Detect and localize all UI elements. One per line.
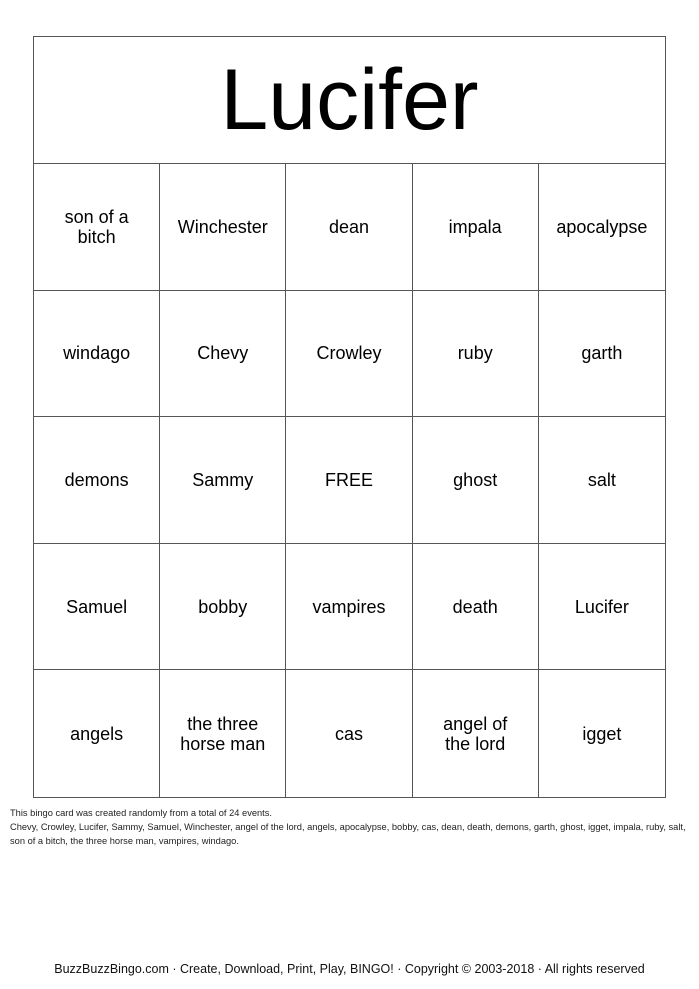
bingo-cell: Winchester bbox=[160, 164, 286, 291]
bingo-cell: dean bbox=[286, 164, 412, 291]
bingo-cell: the three horse man bbox=[160, 670, 286, 797]
bingo-cell: igget bbox=[582, 723, 622, 744]
bingo-cell: impala bbox=[413, 164, 539, 291]
bingo-cell: vampires bbox=[286, 544, 412, 671]
bingo-cell: salt bbox=[539, 417, 665, 544]
bingo-cell: demons bbox=[34, 417, 160, 544]
info-event-list: Chevy, Crowley, Lucifer, Sammy, Samuel, Winchester, angel of the lord, angels, apocalypse, bobby, cas, dean, death, demons, garth, ghost, igget, impala, ruby, salt, son of a bitch, the three horse man, vampires, windago. bbox=[10, 822, 686, 846]
bingo-cell: Crowley bbox=[286, 291, 412, 418]
bingo-cell: Samuel bbox=[34, 544, 160, 671]
bingo-cell: garth bbox=[539, 291, 665, 418]
info-summary: This bingo card was created randomly from a total of 24 events. bbox=[10, 808, 272, 818]
bingo-cell: angels bbox=[34, 670, 160, 797]
bingo-cell: death bbox=[413, 544, 539, 671]
bingo-cell: Sammy bbox=[160, 417, 286, 544]
footer: BuzzBuzzBingo.com · Create, Download, Print, Play, BINGO! · Copyright © 2003-2018 · All rights reserved bbox=[54, 962, 645, 976]
bingo-cell: cas bbox=[286, 670, 412, 797]
bingo-cell: bobby bbox=[160, 544, 286, 671]
bingo-cell: Lucifer bbox=[539, 544, 665, 671]
bingo-cell: angel of the lord bbox=[413, 670, 539, 797]
bingo-cell: apocalypse bbox=[539, 164, 665, 291]
bingo-cell: Chevy bbox=[160, 291, 286, 418]
card-title: Lucifer bbox=[34, 37, 665, 164]
bingo-grid bbox=[34, 164, 665, 797]
bingo-cell: ruby bbox=[413, 291, 539, 418]
card-info bbox=[10, 806, 690, 848]
bingo-cell: ghost bbox=[413, 417, 539, 544]
bingo-card bbox=[33, 36, 666, 798]
bingo-cell: windago bbox=[34, 291, 160, 418]
free-space-cell: FREE bbox=[286, 417, 412, 544]
bingo-cell: son of a bitch bbox=[34, 164, 160, 291]
